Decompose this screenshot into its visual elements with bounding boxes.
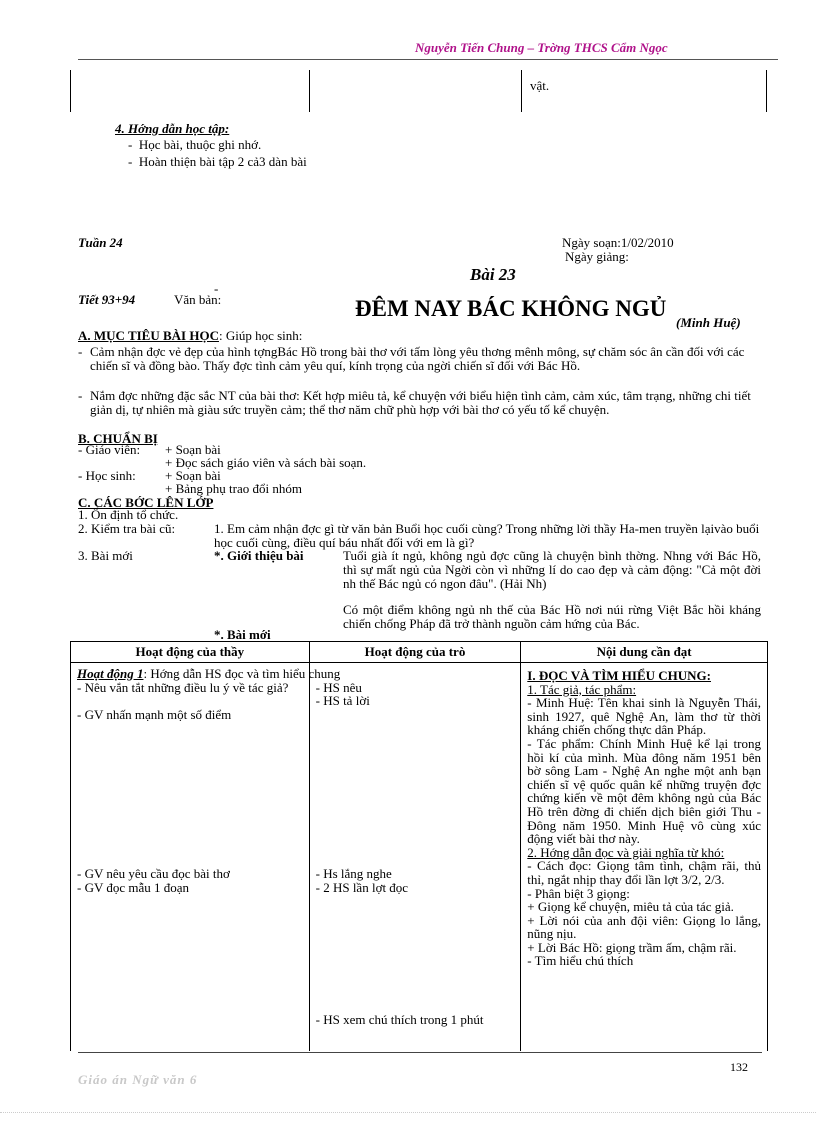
prep-teacher-item: + Soạn bài bbox=[165, 442, 221, 457]
student-step: - 2 HS lần lợt đọc bbox=[315, 880, 409, 895]
objective-item: - Nắm đợc những đặc sắc NT của bài thơ: Kết hợp miêu tả, kể chuyện với biểu hiện tình cảm, cảm xúc, tâm trạng, những chi tiết giản dị, tự nhiên mà giàu sức truyền cảm; thể thơ năm chữ phù hợp với bài thơ có yếu tố kể chuyện. bbox=[78, 388, 751, 417]
objectives-heading: A. MỤC TIÊU BÀI HỌC: Giúp học sinh: bbox=[78, 328, 303, 343]
student-column bbox=[309, 663, 521, 1052]
top-table-cell: vật. bbox=[530, 78, 550, 93]
top-table-border bbox=[521, 70, 522, 112]
student-step: - Hs lắng nghe bbox=[315, 866, 392, 881]
teacher-step: - GV nêu yêu cầu đọc bài thơ bbox=[77, 866, 230, 881]
content-subheading: 1. Tác giả, tác phẩm: bbox=[527, 681, 637, 697]
step-1: 1. Ổn định tổ chức. bbox=[78, 507, 179, 522]
top-table-border bbox=[766, 70, 767, 112]
lesson-number: Bài 23 bbox=[470, 265, 516, 284]
content-text: + Lời nói của anh đội viên: Giọng lo lắng, nũng nịu. bbox=[527, 912, 761, 942]
period-label: Tiết 93+94 bbox=[78, 292, 136, 307]
footer-rule bbox=[78, 1052, 762, 1053]
prep-teacher-label: - Giáo viên: bbox=[78, 442, 141, 457]
content-text: - Tìm hiểu chú thích bbox=[527, 953, 634, 969]
teacher-step: - GV đọc mẫu 1 đoạn bbox=[77, 880, 190, 895]
teacher-step: - Nêu vắn tắt những điều lu ý về tác giả? bbox=[77, 680, 289, 695]
intro-paragraph: Tuổi già ít ngủ, không ngủ đợc cũng là chuyện bình thờng. Nhng với Bác Hồ, thì sự mất ngủ của Ngời còn vì những lí do cao đẹp và cảm động: "Cả một đời nh thế Bác ngủ có ngon đâu". (Hải Nh) bbox=[343, 548, 761, 591]
content-column bbox=[521, 663, 768, 1052]
new-lesson-label: *. Bài mới bbox=[214, 627, 271, 642]
page-edge-dots bbox=[0, 1112, 816, 1113]
content-heading: I. ĐỌC VÀ TÌM HIỂU CHUNG: bbox=[527, 668, 711, 683]
content-text: + Giọng kể chuyện, miêu tả của tác giả. bbox=[527, 899, 734, 915]
content-subheading: 2. Hớng dẫn đọc và giải nghĩa từ khó: bbox=[527, 844, 725, 860]
header-rule bbox=[78, 59, 778, 60]
prep-student-label: - Học sinh: bbox=[78, 468, 136, 483]
teach-date: Ngày giảng: bbox=[565, 249, 629, 264]
top-table-border bbox=[309, 70, 310, 112]
content-text: - Minh Huệ: Tên khai sinh là Nguyễn Thái, sinh 1927, quê Nghệ An, làm thơ từ thời kháng chiến chống thực dân Pháp. bbox=[527, 695, 761, 738]
guide-item: - Hoàn thiện bài tập 2 cả3 dàn bài bbox=[128, 154, 307, 169]
student-step: - HS xem chú thích trong 1 phút bbox=[315, 1012, 484, 1027]
col-header-teacher: Hoạt động của thầy bbox=[71, 642, 310, 663]
intro-paragraph: Có một điểm không ngủ nh thế của Bác Hồ nơi núi rừng Việt Bắc hồi kháng chiến chống Pháp đã trở thành nguồn cảm hứng của Bác. bbox=[343, 602, 761, 631]
step-3-label: 3. Bài mới bbox=[78, 548, 133, 563]
content-text: - Tác phẩm: Chính Minh Huệ kể lại trong hồi kí của mình. Mùa đông năm 1951 bên bờ sông Lam - Nghệ An nghe một anh bạn chiến sĩ vệ quốc quân kể những truyện đợc chứng kiến về một đêm không ngủ của Bác Hồ trên đờng đi chiến dịch biên giới Thu - Đông năm 1950. Minh Huệ vô cùng xúc động viết bài thơ này. bbox=[527, 735, 761, 847]
content-text: + Lời Bác Hồ: giọng trầm ấm, chậm rãi. bbox=[527, 939, 737, 955]
guide-item: - Học bài, thuộc ghi nhớ. bbox=[128, 137, 262, 152]
prep-date: Ngày soạn:1/02/2010 bbox=[562, 235, 674, 250]
objective-item: - Cảm nhận đợc vẻ đẹp của hình tợngBác Hồ trong bài thơ với tấm lòng yêu thơng mênh mông, sự chăm sóc ân cần đối với các chiến sĩ và đồng bào. Thấy đợc tình cảm yêu quí, kính trọng của ngời chiến sĩ đối với Bác Hồ. bbox=[78, 344, 745, 373]
content-text: - Cách đọc: Giọng tâm tình, chậm rãi, thủ thỉ, ngắt nhịp thay đổi lần lợt 3/2, 2/3. bbox=[527, 858, 761, 887]
prep-student-item: + Bảng phụ trao đổi nhóm bbox=[165, 481, 302, 496]
col-header-content: Nội dung cần đạt bbox=[521, 642, 768, 663]
steps-heading: C. CÁC BỚC LÊN LỚP bbox=[78, 495, 214, 510]
step-2-text: 1. Em cảm nhận đợc gì từ văn bản Buổi học cuối cùng? Trong những lời thầy Ha-men truyền lạivào buổi học cuối cùng, điều quí báu nhất đối với em là gì? bbox=[214, 521, 760, 550]
footer-doc-name: Giáo án Ngữ văn 6 bbox=[78, 1072, 198, 1087]
lesson-title: ĐÊM NAY BÁC KHÔNG NGỦ bbox=[355, 296, 667, 321]
prep-student-item: + Soạn bài bbox=[165, 468, 221, 483]
header-author: Nguyễn Tiến Chung – Trờng THCS Cẩm Ngọc bbox=[415, 40, 668, 55]
content-text: - Phân biệt 3 giọng: bbox=[527, 885, 630, 901]
student-step: - HS nêu bbox=[315, 680, 362, 695]
text-label: Văn bản: bbox=[174, 292, 222, 307]
activity-1: Hoạt động 1: Hớng dẫn HS đọc và tìm hiểu chung bbox=[77, 666, 341, 681]
dash-mark: - bbox=[214, 281, 219, 296]
week-label: Tuần 24 bbox=[78, 235, 123, 250]
intro-label: *. Giới thiệu bài bbox=[214, 548, 304, 563]
lesson-author: (Minh Huệ) bbox=[676, 315, 741, 330]
lesson-table bbox=[70, 641, 768, 1051]
prep-teacher-item: + Đọc sách giáo viên và sách bài soạn. bbox=[165, 455, 367, 470]
top-table-border bbox=[70, 70, 71, 112]
prep-heading: B. CHUẨN BỊ bbox=[78, 431, 158, 446]
col-header-student: Hoạt động của trò bbox=[309, 642, 521, 663]
teacher-step: - GV nhấn mạnh một số điểm bbox=[77, 707, 232, 722]
guide-heading: 4. Hớng dẫn học tập: bbox=[115, 121, 230, 136]
step-2-label: 2. Kiểm tra bài cũ: bbox=[78, 521, 176, 536]
page-number: 132 bbox=[730, 1060, 748, 1074]
student-step: - HS tả lời bbox=[315, 693, 370, 708]
